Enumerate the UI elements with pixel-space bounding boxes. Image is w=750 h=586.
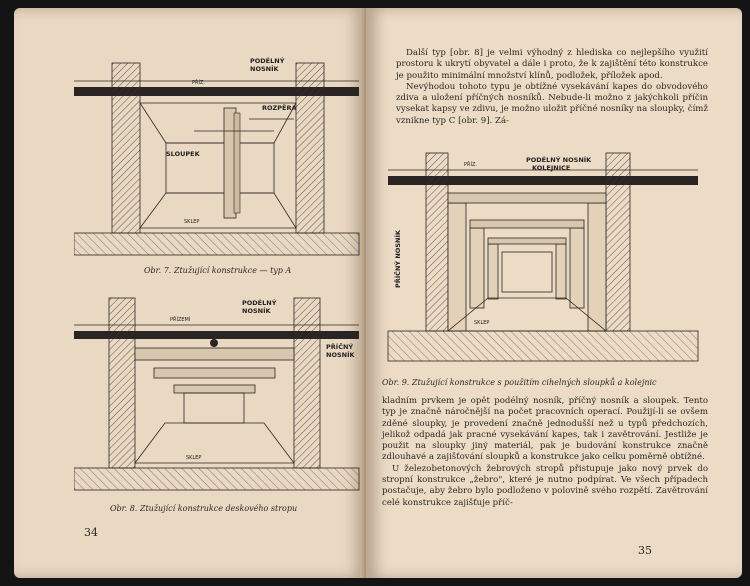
figure-8-drawing [74, 293, 364, 498]
label-priz: PŘÍZ. [192, 80, 205, 86]
label-pricny-3: PŘÍČNÝ NOSNÍK [394, 230, 402, 288]
label-sloupek: SLOUPEK [166, 150, 200, 158]
page-number-left: 34 [84, 526, 98, 539]
label-pricny: PŘÍČNÝ [326, 343, 354, 351]
label-nosnik: NOSNÍK [250, 65, 279, 73]
label-rozpera: ROZPĚRA [262, 104, 297, 112]
figure-7-caption: Obr. 7. Ztužující konstrukce — typ A [144, 266, 292, 275]
label-podelny-3: PODÉLNÝ NOSNÍK [526, 156, 592, 164]
paragraph: Nevýhodou tohoto typu je obtížné vysekávání kapes do obvodového zdiva a uložení příčných nosníků. Nebude-li možno z jakýchkoli příčin vysekat kapsy ve zdivu, je možno uložit příčné nosníky na sloupky, čímž vznikne typ C [obr. 9]. Zá- [396, 81, 708, 126]
left-page [14, 8, 366, 578]
text-block-top [396, 48, 708, 127]
figure-9-drawing [378, 148, 728, 373]
page-number-right: 35 [638, 544, 652, 557]
text-block-bottom [382, 396, 708, 509]
label-podelny-2: PODÉLNÝ [242, 299, 277, 307]
figure-9-caption: Obr. 9. Ztužující konstrukce s použitím cihelných sloupků a kolejnic [382, 378, 657, 387]
label-nosnik-3: NOSNÍK [326, 351, 355, 359]
paragraph: kladním prvkem je opět podélný nosník, příčný nosník a sloupek. Tento typ je značně náročnější na počet pracovních operací. Použijí-li se ovšem zděné sloupky, je provedení značně jednodušší než u typů předchozích, jelikož odpadá jak pracné vysekávání kapes, tak i zavětrování. Jestliže je použit na sloupky jiný materiál, pak je budování konstrukce značně zdlouhavé a zajišťování sloupků a konstrukce jako celku poměrně obtížné. [382, 396, 708, 463]
right-page [366, 8, 742, 578]
label-sklep: SKLEP [184, 219, 200, 225]
paragraph: Další typ [obr. 8] je velmi výhodný z hlediska co nejlepšího využití prostoru k ukrytí obyvatel a dále i proto, že k zajištění této konstrukce je použito minimální množství klínů, podložek, příložek apod. [396, 48, 708, 81]
figure-8-caption: Obr. 8. Ztužující konstrukce deskového stropu [110, 504, 298, 513]
label-sklep-2: SKLEP [186, 455, 202, 461]
label-kolejnice: KOLEJNICE [532, 164, 571, 172]
label-prizemi: PŘÍZEMÍ [170, 317, 191, 323]
label-nosnik-2: NOSNÍK [242, 307, 271, 315]
label-podelny: PODÉLNÝ [250, 57, 285, 65]
label-priz-3: PŘÍZ. [464, 162, 477, 168]
paragraph: U železobetonových žebrových stropů přistupuje jako nový prvek do stropní konstrukce „žebro", které je nutno podpírat. Ve všech případech postačuje, aby žebro bylo podloženo v polovině svého rozpětí. Zavětrování celé konstrukce zajišťuje příč- [382, 463, 708, 508]
label-sklep-3: SKLEP [474, 320, 490, 326]
figure-7-drawing [74, 53, 364, 263]
